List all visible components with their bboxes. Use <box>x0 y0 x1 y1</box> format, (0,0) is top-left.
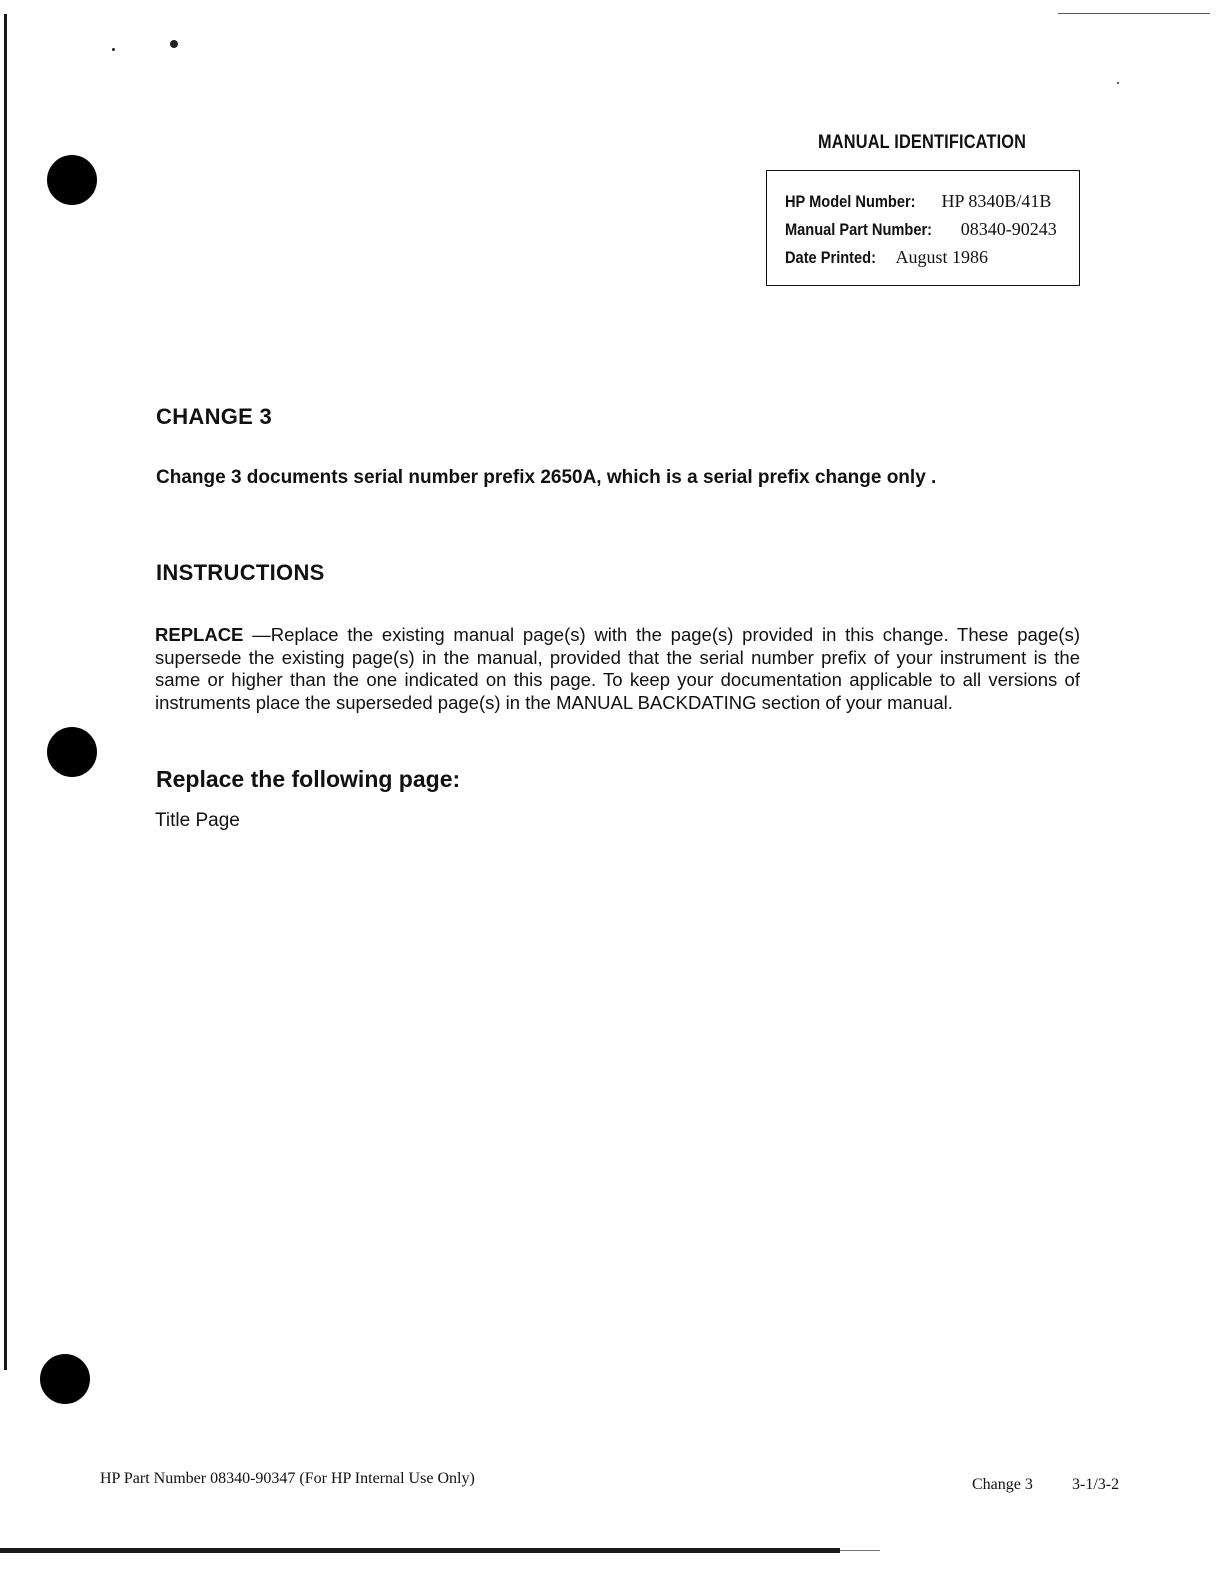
binder-hole-bottom <box>40 1354 90 1404</box>
scan-speck <box>1117 82 1119 84</box>
replace-pages-heading: Replace the following page: <box>156 766 461 792</box>
part-number-value: 08340-90243 <box>960 219 1057 239</box>
replace-page-item: Title Page <box>155 810 240 831</box>
date-printed-line <box>785 247 988 268</box>
scan-speck <box>112 48 115 51</box>
bottom-rule <box>0 1548 840 1553</box>
part-number-label: Manual Part Number: <box>785 220 933 239</box>
date-printed-value: August 1986 <box>895 247 989 267</box>
model-number-line <box>785 191 1051 212</box>
manual-identification-box <box>766 170 1080 286</box>
footer-part-number: HP Part Number 08340-90347 (For HP Internal Use Only) <box>100 1470 475 1487</box>
footer-page-number: 3-1/3-2 <box>1072 1476 1120 1493</box>
scan-speck <box>170 40 178 48</box>
instructions-paragraph <box>155 624 1080 714</box>
change-description: Change 3 documents serial number prefix 2650A, which is a serial prefix change only . <box>156 467 937 488</box>
date-printed-label: Date Printed: <box>785 248 876 267</box>
footer-change: Change 3 <box>972 1476 1033 1493</box>
page-left-edge <box>4 14 7 1370</box>
bottom-rule-tail <box>840 1550 880 1551</box>
replace-label: REPLACE <box>155 624 244 645</box>
instructions-heading: INSTRUCTIONS <box>156 560 325 585</box>
binder-hole-middle <box>47 727 97 777</box>
top-rule <box>1058 13 1210 14</box>
replace-text: —Replace the existing manual page(s) with the page(s) provided in this change. These page(s) supersede the existing page(s) in the manual, provided that the serial number prefix of your instrument is the same or higher than the one indicated on this page. To keep your documentation applicable to all versions of instruments place the superseded page(s) in the MANUAL BACKDATING section of your manual. <box>155 624 1080 713</box>
change-heading: CHANGE 3 <box>156 404 273 429</box>
model-number-label: HP Model Number: <box>785 192 916 211</box>
binder-hole-top <box>47 155 97 205</box>
model-number-value: HP 8340B/41B <box>941 191 1052 211</box>
part-number-line <box>785 219 1057 240</box>
manual-identification-heading: MANUAL IDENTIFICATION <box>818 132 1027 153</box>
